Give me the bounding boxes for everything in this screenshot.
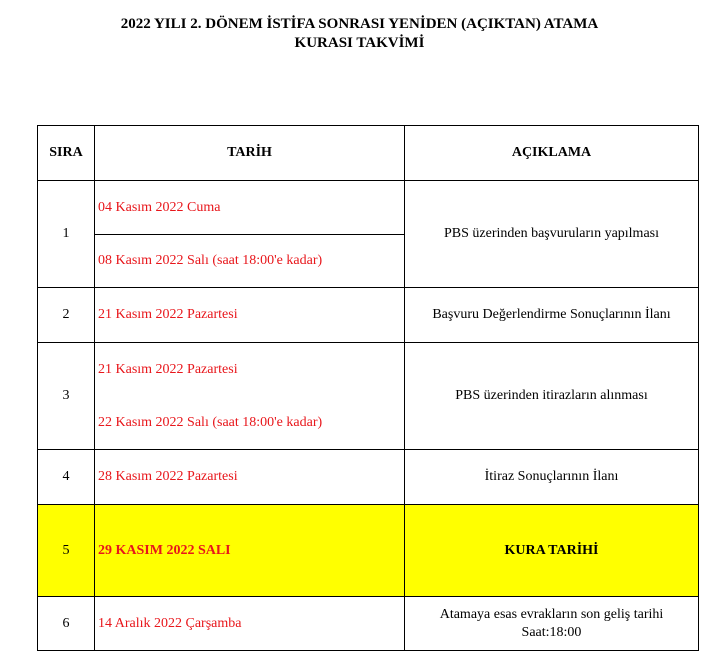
table-row [38, 288, 699, 343]
column-header-aciklama: AÇIKLAMA [405, 126, 699, 181]
row-number: 4 [38, 450, 95, 505]
description-cell: KURA TARİHİ [405, 505, 699, 597]
date-cell: 28 Kasım 2022 Pazartesi [95, 450, 405, 505]
column-header-sira: SIRA [38, 126, 95, 181]
document-title [0, 15, 719, 53]
title-line-2: KURASI TAKVİMİ [294, 35, 425, 51]
row-number: 5 [38, 505, 95, 597]
description-line: Atamaya esas evrakların son geliş tarihi [439, 606, 664, 622]
date-cell: 08 Kasım 2022 Salı (saat 18:00'e kadar) [95, 235, 405, 288]
description-cell: İtiraz Sonuçlarının İlanı [405, 450, 699, 505]
date-cell: 21 Kasım 2022 Pazartesi [95, 288, 405, 343]
description-cell: PBS üzerinden başvuruların yapılması [405, 181, 699, 288]
table-row-highlighted [38, 505, 699, 597]
row-number: 2 [38, 288, 95, 343]
date-cell: 29 KASIM 2022 SALI [95, 505, 405, 597]
row-number: 1 [38, 181, 95, 288]
date-cell: 14 Aralık 2022 Çarşamba [95, 597, 405, 651]
table-row [38, 450, 699, 505]
column-header-tarih: TARİH [95, 126, 405, 181]
row-number: 6 [38, 597, 95, 651]
date-cell: 21 Kasım 2022 Pazartesi [95, 343, 405, 397]
description-cell [405, 597, 699, 651]
table-header-row [38, 126, 699, 181]
date-cell: 22 Kasım 2022 Salı (saat 18:00'e kadar) [95, 397, 405, 450]
date-cell: 04 Kasım 2022 Cuma [95, 181, 405, 235]
description-line: Saat:18:00 [521, 624, 582, 640]
table-row [38, 181, 699, 235]
table-row [38, 343, 699, 397]
schedule-table [37, 125, 699, 651]
row-number: 3 [38, 343, 95, 450]
table-row [38, 597, 699, 651]
description-cell: Başvuru Değerlendirme Sonuçlarının İlanı [405, 288, 699, 343]
title-line-1: 2022 YILI 2. DÖNEM İSTİFA SONRASI YENİDEN (AÇIKTAN) ATAMA [120, 16, 599, 32]
description-cell: PBS üzerinden itirazların alınması [405, 343, 699, 450]
